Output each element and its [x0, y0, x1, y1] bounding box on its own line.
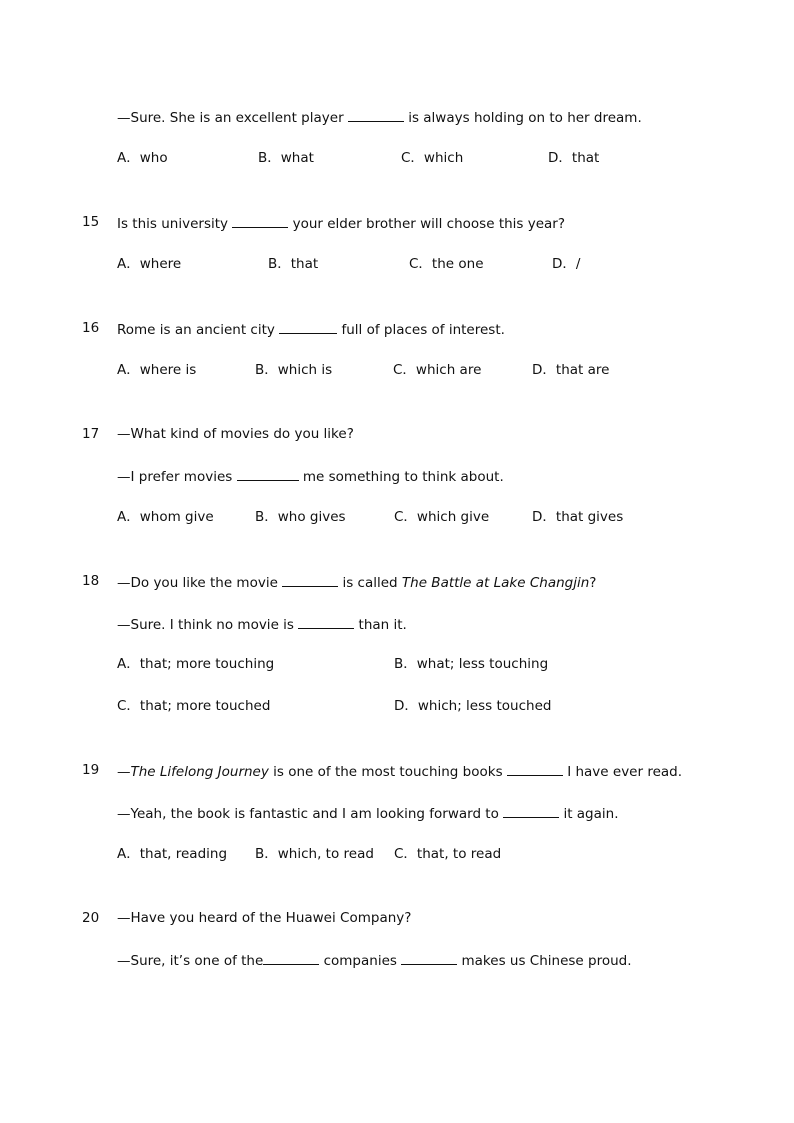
option-b[interactable]: B．who gives — [255, 509, 346, 525]
line-text: it again. — [559, 806, 619, 822]
option-b[interactable]: B．what — [258, 150, 314, 166]
option-d[interactable]: D．that — [548, 150, 600, 166]
option-a[interactable]: A．where is — [117, 362, 197, 378]
line-text: Rome is an ancient city — [117, 322, 280, 338]
option-b[interactable]: B．which is — [255, 362, 333, 378]
line-text: —Do you like the movie — [117, 575, 283, 591]
line-text: is always holding on to her dream. — [403, 110, 642, 126]
option-b[interactable]: B．what; less touching — [394, 656, 549, 672]
line-text: me something to think about. — [298, 469, 504, 485]
option-d[interactable]: D．that are — [532, 362, 610, 378]
answer-blank[interactable] — [263, 953, 319, 965]
line-text: —Yeah, the book is fantastic and I am looking forward to — [117, 806, 504, 822]
line-text: full of places of interest. — [337, 322, 505, 338]
question-19-line-1 — [117, 764, 682, 780]
option-c[interactable]: C．that, to read — [394, 846, 502, 862]
line-text: —What kind of movies do you like? — [117, 426, 354, 442]
option-c[interactable]: C．which give — [394, 509, 490, 525]
line-text: — — [117, 764, 131, 780]
line-text: than it. — [354, 617, 407, 633]
question-20-line-2 — [117, 953, 632, 969]
option-b[interactable]: B．that — [268, 256, 319, 272]
option-a[interactable]: A．that, reading — [117, 846, 228, 862]
question-17-line-2 — [117, 469, 504, 485]
question-number: 16 — [82, 320, 100, 336]
option-a[interactable]: A．who — [117, 150, 168, 166]
question-number: 19 — [82, 762, 100, 778]
line-text: ? — [589, 575, 597, 591]
option-a[interactable]: A．that; more touching — [117, 656, 275, 672]
question-18-line-2 — [117, 617, 407, 633]
book-title: The Lifelong Journey — [130, 764, 269, 780]
answer-blank[interactable] — [232, 216, 288, 228]
answer-blank[interactable] — [401, 953, 457, 965]
movie-title: The Battle at Lake Changjin — [401, 575, 590, 591]
line-text: companies — [319, 953, 402, 969]
option-c[interactable]: C．which — [401, 150, 464, 166]
line-text: —Sure. She is an excellent player — [117, 110, 348, 126]
question-number: 15 — [82, 214, 100, 230]
line-text: —I prefer movies — [117, 469, 237, 485]
answer-blank[interactable] — [298, 617, 354, 629]
option-d[interactable]: D．which; less touched — [394, 698, 552, 714]
question-20-line-1 — [117, 912, 411, 926]
option-c[interactable]: C．which are — [393, 362, 482, 378]
option-d[interactable]: D．that gives — [532, 509, 624, 525]
line-text: is one of the most touching books — [268, 764, 507, 780]
line-text: —Sure, it’s one of the — [117, 953, 264, 969]
question-16-line-1 — [117, 322, 505, 338]
line-text: —Sure. I think no movie is — [117, 617, 299, 633]
option-a[interactable]: A．whom give — [117, 509, 214, 525]
answer-blank[interactable] — [282, 575, 338, 587]
option-c[interactable]: C．the one — [409, 256, 484, 272]
line-text: Is this university — [117, 216, 233, 232]
answer-blank[interactable] — [507, 764, 563, 776]
line-text: your elder brother will choose this year? — [288, 216, 566, 232]
question-number: 17 — [82, 426, 100, 442]
question-number: 20 — [82, 910, 100, 926]
line-text: is called — [338, 575, 402, 591]
answer-blank[interactable] — [348, 110, 404, 122]
answer-blank[interactable] — [237, 469, 299, 481]
line-text: —Have you heard of the Huawei Company? — [117, 910, 412, 926]
line-text: makes us Chinese proud. — [457, 953, 632, 969]
option-c[interactable]: C．that; more touched — [117, 698, 271, 714]
question-number: 18 — [82, 573, 100, 589]
question-15-line-1 — [117, 216, 565, 232]
question-18-line-1 — [117, 575, 596, 591]
answer-blank[interactable] — [503, 806, 559, 818]
question-14-line-2 — [117, 110, 642, 126]
question-19-line-2 — [117, 806, 619, 822]
line-text: I have ever read. — [562, 764, 683, 780]
answer-blank[interactable] — [279, 322, 337, 334]
option-a[interactable]: A．where — [117, 256, 182, 272]
question-17-line-1 — [117, 428, 354, 442]
option-b[interactable]: B．which, to read — [255, 846, 374, 862]
option-d[interactable]: D．/ — [552, 256, 581, 272]
